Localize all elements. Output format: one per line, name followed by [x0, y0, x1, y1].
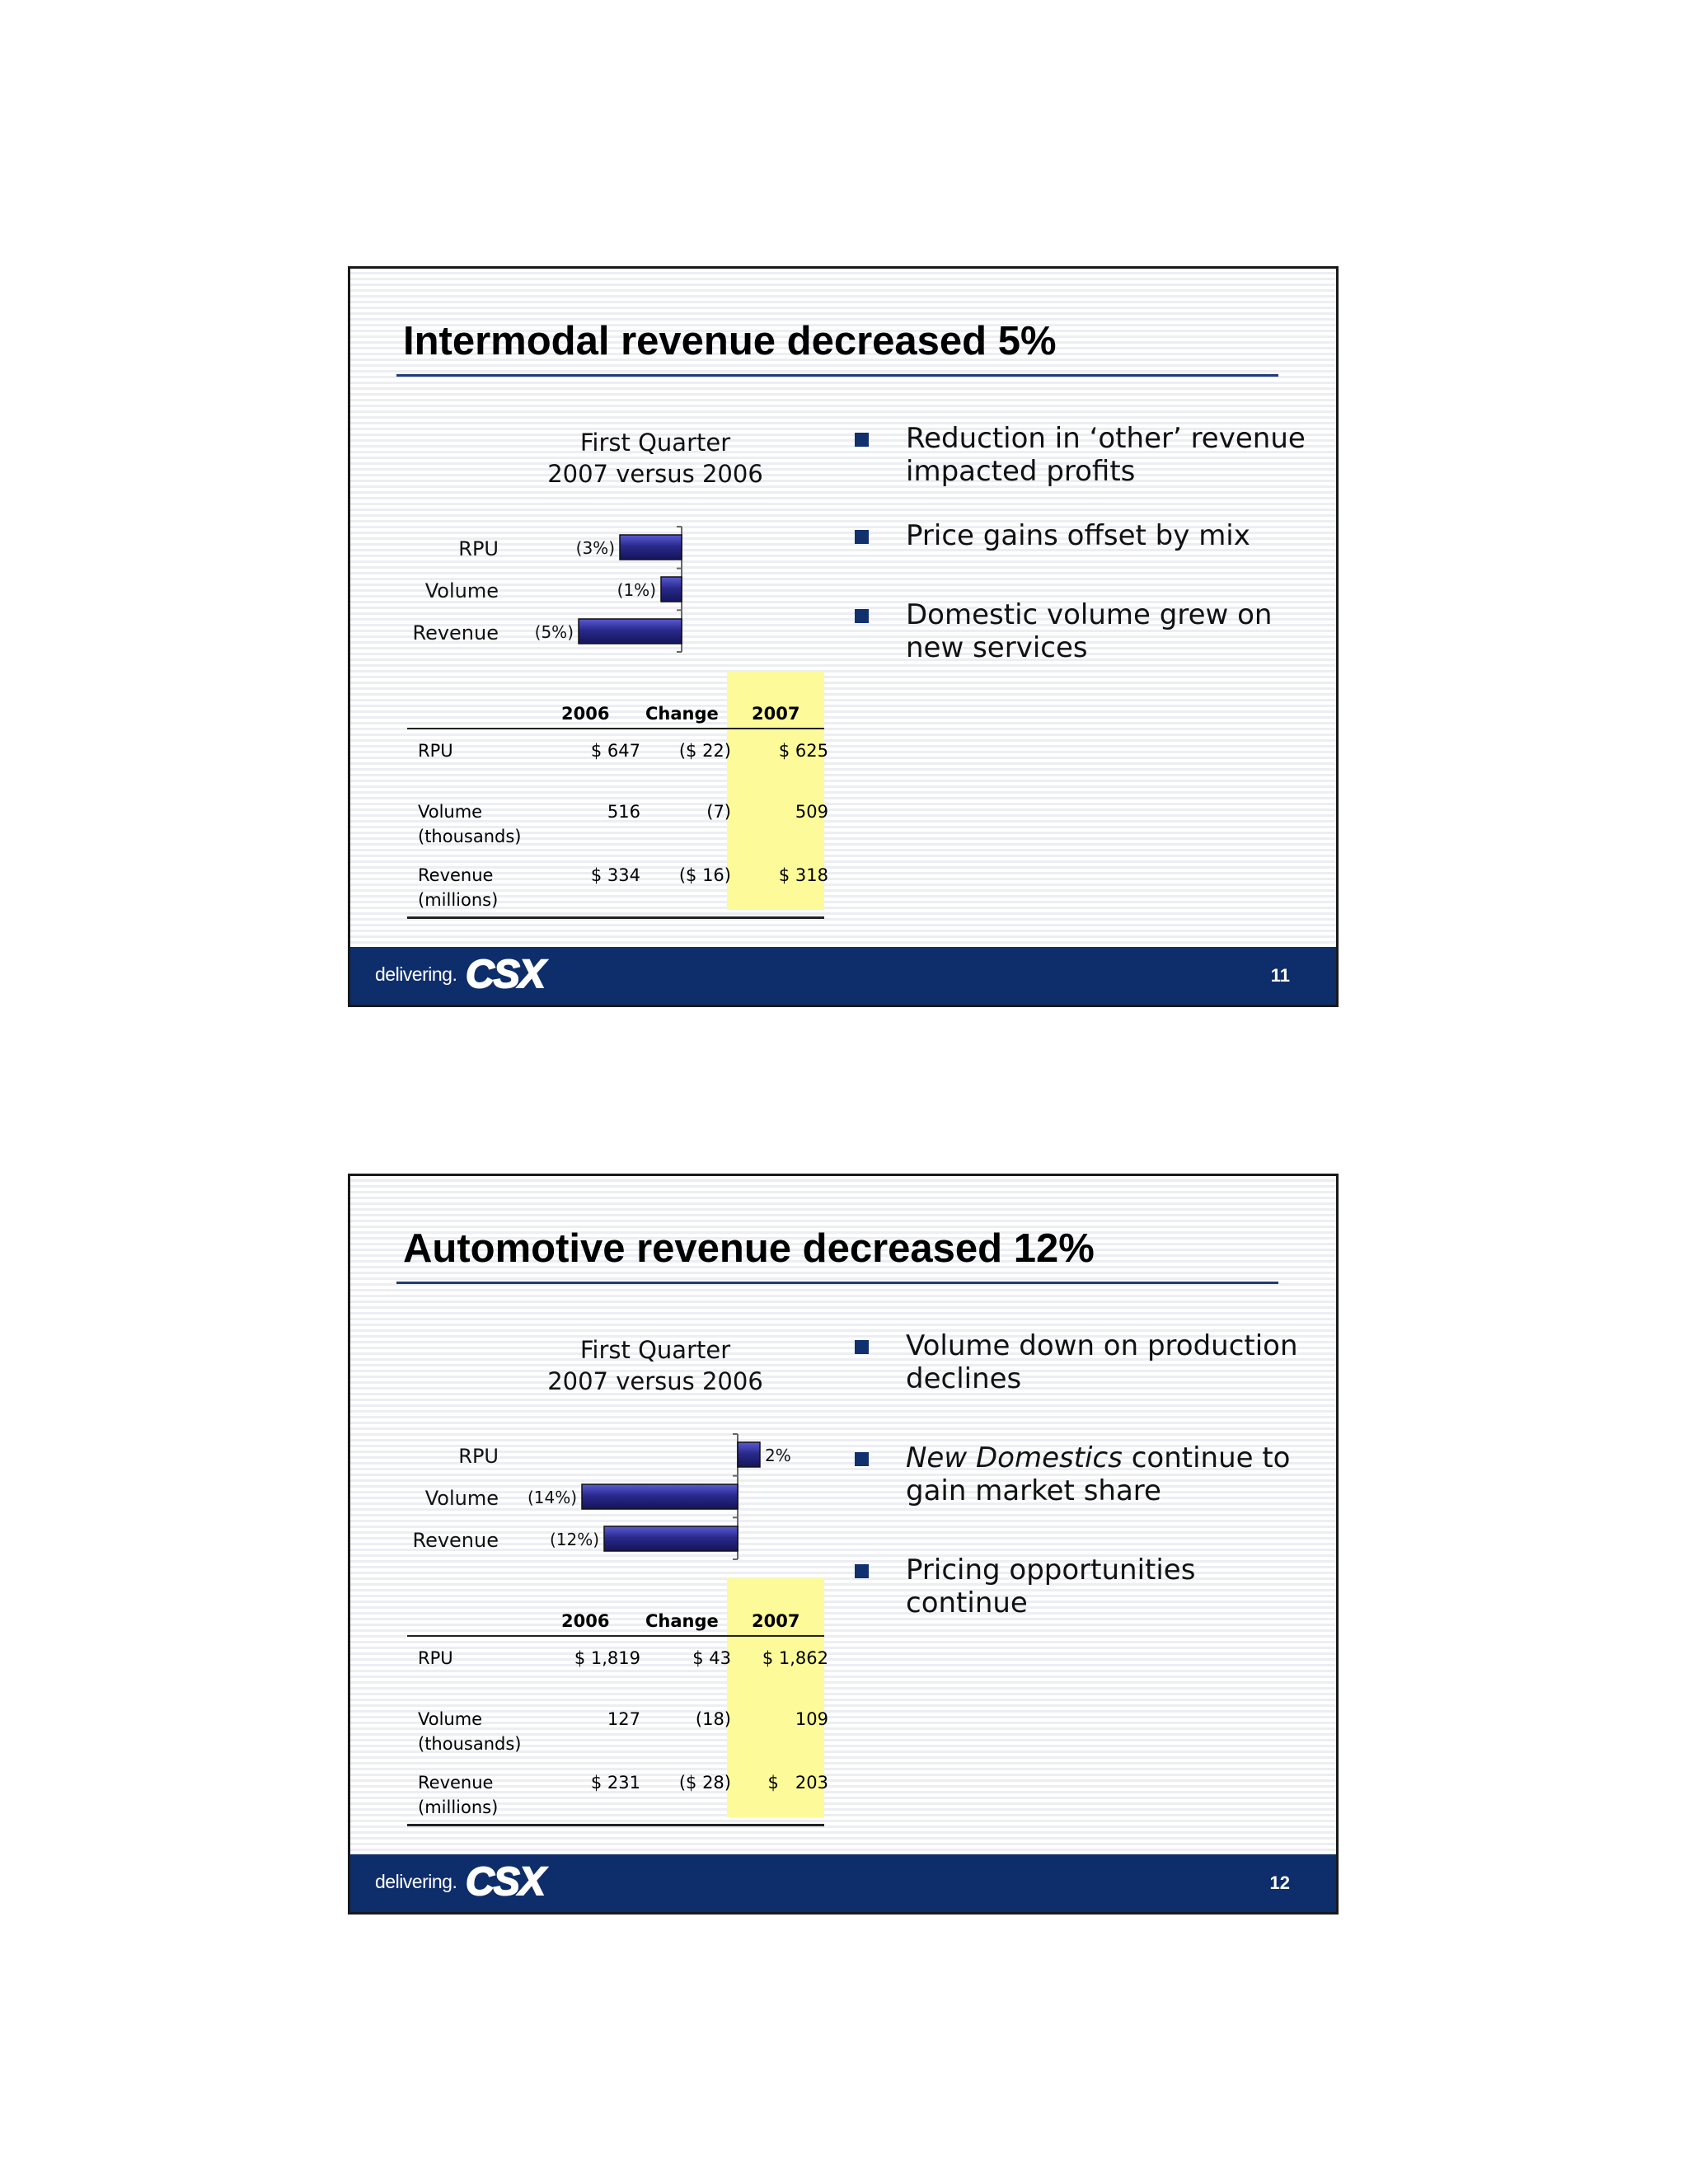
csx-logo: CSX	[466, 953, 545, 996]
table-cell-2007: $ 625	[778, 741, 828, 761]
table-row-label: Revenue	[418, 865, 494, 885]
slide-title: Automotive revenue decreased 12%	[403, 1226, 1095, 1271]
chart-category-label: Volume	[424, 579, 499, 602]
table-header-2006: 2006	[561, 704, 610, 724]
table-cell-change: $ 43	[692, 1648, 731, 1668]
page-number: 12	[1269, 1872, 1290, 1893]
chart-value-label: 2%	[765, 1446, 791, 1465]
bullet-text	[906, 1441, 1290, 1507]
table-row-label: Volume	[418, 802, 483, 822]
csx-logo: CSX	[466, 1860, 545, 1904]
chart-bar	[582, 1484, 738, 1509]
chart-category-label: RPU	[458, 1445, 499, 1468]
table-header-2006: 2006	[561, 1611, 610, 1631]
table-cell-2007: $ 203	[767, 1773, 828, 1793]
chart-title-line2: 2007 versus 2006	[547, 1367, 763, 1395]
table-cell-2007: 109	[795, 1709, 828, 1729]
bullet-item	[855, 1441, 1316, 1507]
table-top-rule	[407, 1635, 824, 1637]
table-cell-change: (18)	[695, 1709, 731, 1729]
chart-value-label: (12%)	[549, 1530, 599, 1549]
footer-tagline: delivering.	[375, 1871, 457, 1892]
chart-title-line1: First Quarter	[579, 1336, 731, 1364]
table-cell-2006: $ 1,819	[574, 1648, 640, 1668]
footer-bar	[350, 947, 1336, 1005]
table-cell-2006: $ 231	[590, 1773, 640, 1793]
bullet-item	[855, 1329, 1316, 1395]
footer-tagline: delivering.	[375, 963, 457, 985]
bar-chart	[350, 1176, 845, 1588]
table-cell-change: ($ 22)	[678, 741, 731, 761]
table-row-sublabel: (millions)	[418, 1797, 499, 1817]
chart-bar	[661, 577, 682, 602]
bullet-text	[906, 598, 1272, 664]
chart-value-label: (14%)	[527, 1488, 577, 1507]
footer-bar	[350, 1854, 1336, 1912]
chart-bar	[738, 1442, 760, 1467]
slide-title: Intermodal revenue decreased 5%	[403, 319, 1057, 363]
bullet-text-italic: New Domestics	[906, 1441, 1123, 1474]
bullet-item	[855, 598, 1316, 664]
table-bottom-rule	[407, 1824, 824, 1826]
slide-intermodal	[348, 266, 1339, 1007]
table-cell-2007: 509	[795, 802, 828, 822]
bullet-square-icon	[855, 1452, 869, 1466]
table-cell-change: ($ 16)	[678, 865, 731, 885]
chart-category-label: Revenue	[412, 621, 499, 644]
bullet-text	[906, 422, 1306, 488]
table-row-label: RPU	[418, 1648, 453, 1668]
table-cell-2007: $ 318	[778, 865, 828, 885]
chart-value-label: (1%)	[617, 580, 656, 600]
bullet-text	[906, 1554, 1195, 1619]
chart-title-line1: First Quarter	[579, 429, 731, 457]
table-row-label: Revenue	[418, 1773, 494, 1793]
bullet-square-icon	[855, 1340, 869, 1354]
table-header-2007: 2007	[752, 1611, 800, 1631]
table-header-change: Change	[645, 704, 719, 724]
table-header-2007: 2007	[752, 704, 800, 724]
table-header-change: Change	[645, 1611, 719, 1631]
table-cell-2006: 516	[607, 802, 640, 822]
bullet-square-icon	[855, 1564, 869, 1578]
chart-value-label: (5%)	[534, 622, 574, 642]
table-cell-2006: 127	[607, 1709, 640, 1729]
chart-bar	[579, 619, 682, 644]
table-row-label: RPU	[418, 741, 453, 761]
table-top-rule	[407, 728, 824, 729]
table-row-label: Volume	[418, 1709, 483, 1729]
chart-category-label: RPU	[458, 537, 499, 560]
bullet-text-part: Pricing opportunities continue	[906, 1554, 1196, 1619]
bullet-item	[855, 1554, 1316, 1619]
bullet-list	[855, 422, 1316, 664]
bullet-text	[906, 519, 1250, 552]
table-cell-2006: $ 647	[590, 741, 640, 761]
page-number: 11	[1270, 965, 1290, 986]
chart-bar	[604, 1526, 738, 1551]
bullet-square-icon	[855, 609, 869, 623]
table-cell-2006: $ 334	[590, 865, 640, 885]
bullet-text-part: Domestic volume grew on new services	[906, 598, 1273, 664]
table-cell-change: ($ 28)	[678, 1773, 731, 1793]
table-row-sublabel: (thousands)	[418, 1734, 522, 1754]
chart-category-label: Volume	[424, 1487, 499, 1510]
chart-bar	[620, 535, 682, 560]
bullet-text-part: continue to gain market share	[906, 1441, 1291, 1507]
slide-automotive	[348, 1174, 1339, 1915]
table-row-sublabel: (thousands)	[418, 827, 522, 846]
table-cell-change: (7)	[706, 802, 731, 822]
bar-chart	[350, 269, 845, 681]
bullet-item	[855, 422, 1316, 488]
bullet-square-icon	[855, 530, 869, 544]
table-cell-2007: $ 1,862	[762, 1648, 828, 1668]
bullet-text-part: Volume down on production declines	[906, 1329, 1298, 1395]
bullet-list	[855, 1329, 1316, 1619]
bullet-text-part: Reduction in ‘other’ revenue impacted profits	[906, 422, 1306, 488]
table-bottom-rule	[407, 916, 824, 919]
chart-category-label: Revenue	[412, 1529, 499, 1552]
bullet-text-part: Price gains offset by mix	[906, 519, 1250, 552]
bullet-item	[855, 519, 1316, 552]
bullet-square-icon	[855, 433, 869, 447]
chart-title-line2: 2007 versus 2006	[547, 460, 763, 488]
chart-value-label: (3%)	[575, 538, 615, 558]
table-row-sublabel: (millions)	[418, 890, 499, 910]
bullet-text	[906, 1329, 1298, 1395]
